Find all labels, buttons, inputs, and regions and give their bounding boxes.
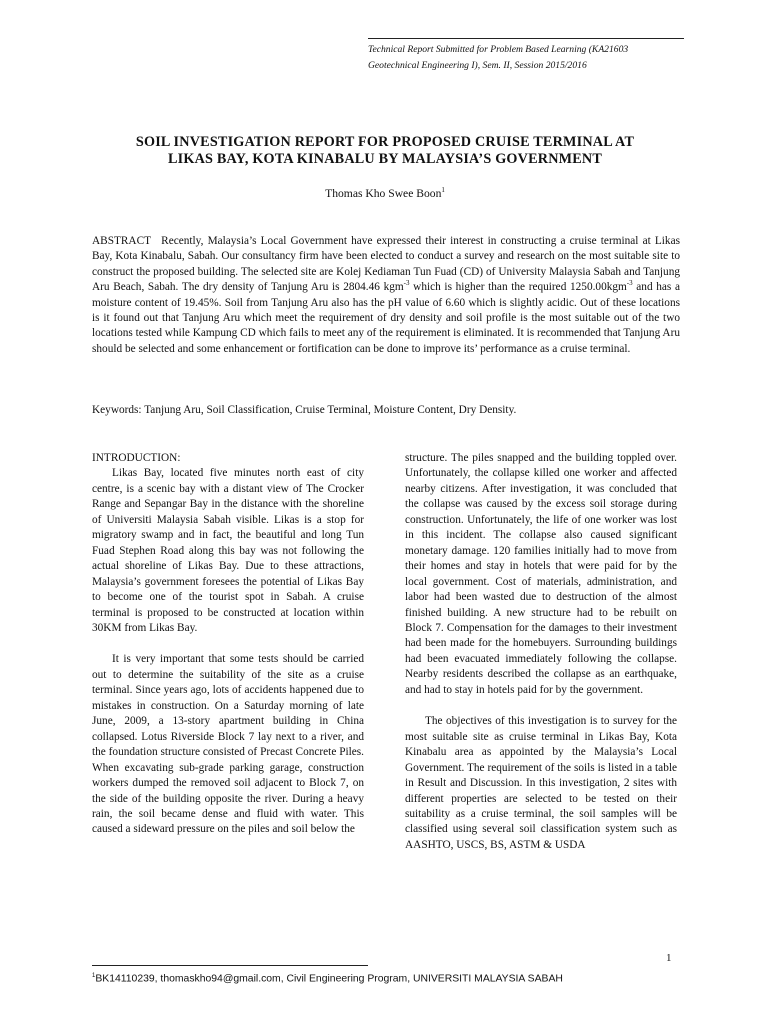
paper-title-line-2: LIKAS BAY, KOTA KINABALU BY MALAYSIA’S GOVERNMENT <box>167 151 603 167</box>
running-header-line-1: Technical Report Submitted for Problem Based Learning (KA21603 <box>368 44 629 55</box>
introduction-heading: INTRODUCTION: <box>92 452 181 464</box>
abstract-sup-1: -3 <box>403 279 410 288</box>
footnote-text: BK14110239, thomaskho94@gmail.com, Civil Engineering Program, UNIVERSITI MALAYSIA SABAH <box>95 973 563 985</box>
abstract-label: ABSTRACT <box>92 235 152 247</box>
running-header-line-2: Geotechnical Engineering I), Sem. II, Session 2015/2016 <box>368 60 587 71</box>
author-footnote-mark: 1 <box>441 186 445 194</box>
abstract-text-3: and has a moisture content of 19.45%. Soil from Tanjung Aru also has the pH value of 6.60 which is slightly acidic. Out of these locations is it found out that Tanjung Aru which meet the requirement of dry density and soil profile is the most suitable out of the two locations tested while Kampung CD which fails to meet any of the requirement is eliminated. It is recommended that Tanjung Aru should be selected and some enhancement or fortification can be done to improve its’ performance as a cruise terminal. <box>92 281 680 355</box>
abstract-text-1: Recently, Malaysia’s Local Government have expressed their interest in constructing a cruise terminal at Likas Bay, Kota Kinabalu, Sabah. Our consultancy firm have been elected to conduct a survey and research on the most suitable site to construct the proposed building. The selected site are Kolej Kediaman Tun Fuad (CD) of University Malaysia Sabah and Tanjung Aru Beach, Sabah. The dry density of Tanjung Aru is 2804.46 kgm <box>92 235 680 294</box>
running-header <box>368 38 684 74</box>
right-column <box>405 451 677 853</box>
abstract <box>92 234 680 357</box>
footnote-mark: 1 <box>92 973 96 979</box>
left-column <box>92 451 364 838</box>
footnote <box>92 970 692 985</box>
paper-title <box>90 134 680 168</box>
introduction-paragraph-2-continued: structure. The piles snapped and the building toppled over. Unfortunately, the collapse killed one worker and affected nearby citizens. After investigation, it was concluded that the collapse was caused by the excess soil storage during construction. Unfortunately, the life of one worker was lost in this incident. The collapse also caused significant monetary damage. 120 families initially had to move from their homes and stay in hotels that were paid for by the local government. Cost of materials, administration, and labor had been wasted due to destruction of the almost finished building. A new structure had to be rebuilt on Block 7. Compensation for the damages to their investment had been made for the homebuyers. Surrounding buildings had been evacuated immediately following the collapse. Nearby residents described the collapse as an earthquake, and had to stay in hotels paid for by the government. <box>405 452 677 696</box>
footnote-divider <box>92 965 368 966</box>
introduction-paragraph-3: The objectives of this investigation is to survey for the most suitable site as cruise terminal in Likas Bay, Kota Kinabalu area as appointed by the Malaysia’s Local Government. The requirement of the soils is listed in a table in Result and Discussion. In this investigation, 2 sites with different properties are selected to be tested on their suitability as a cruise terminal, the soil samples will be classified using several soil classification system such as AASHTO, USCS, BS, ASTM & USDA <box>405 715 677 851</box>
introduction-paragraph-1: Likas Bay, located five minutes north east of city centre, is a scenic bay with a distant view of The Crocker Range and Sepangar Bay in the distance with the shoreline of Universiti Malaysia Sabah visible. Likas is a stop for migratory swamp and in fact, the beautiful and long Tun Fuad Stephen Road along this bay was not following the actual shoreline of Likas Bay. Due to these attractions, Malaysia’s government foresees the potential of Likas Bay to become one of the tourist spot in Sabah. A cruise terminal is proposed to be constructed at location within 30KM from Likas Bay. <box>92 467 364 634</box>
abstract-text-2: which is higher than the required 1250.00kgm <box>409 281 627 294</box>
paper-title-line-1: SOIL INVESTIGATION REPORT FOR PROPOSED CRUISE TERMINAL AT <box>135 134 635 150</box>
introduction-paragraph-2: It is very important that some tests should be carried out to determine the suitability of the site as a cruise terminal. Since years ago, lots of accidents happened due to mistakes in construction. On a Saturday morning of late June, 2009, a 13-story apartment building in China collapsed. Lotus Riverside Block 7 lay next to a river, and the foundation structure consisted of Precast Concrete Piles. When excavating sub-grade parking garage, construction workers dumped the removed soil adjacent to Block 7, on the side of the building opposite the river. During a heavy rain, the soil became dense and fluid with water. This caused a sideward pressure on the piles and soil below the <box>92 653 364 836</box>
keywords: Keywords: Tanjung Aru, Soil Classification, Cruise Terminal, Moisture Content, Dry Density. <box>92 404 517 416</box>
author-name: Thomas Kho Swee Boon <box>325 186 442 200</box>
author-line <box>90 186 680 200</box>
abstract-sup-2: -3 <box>626 279 633 288</box>
page-number: 1 <box>666 952 672 964</box>
